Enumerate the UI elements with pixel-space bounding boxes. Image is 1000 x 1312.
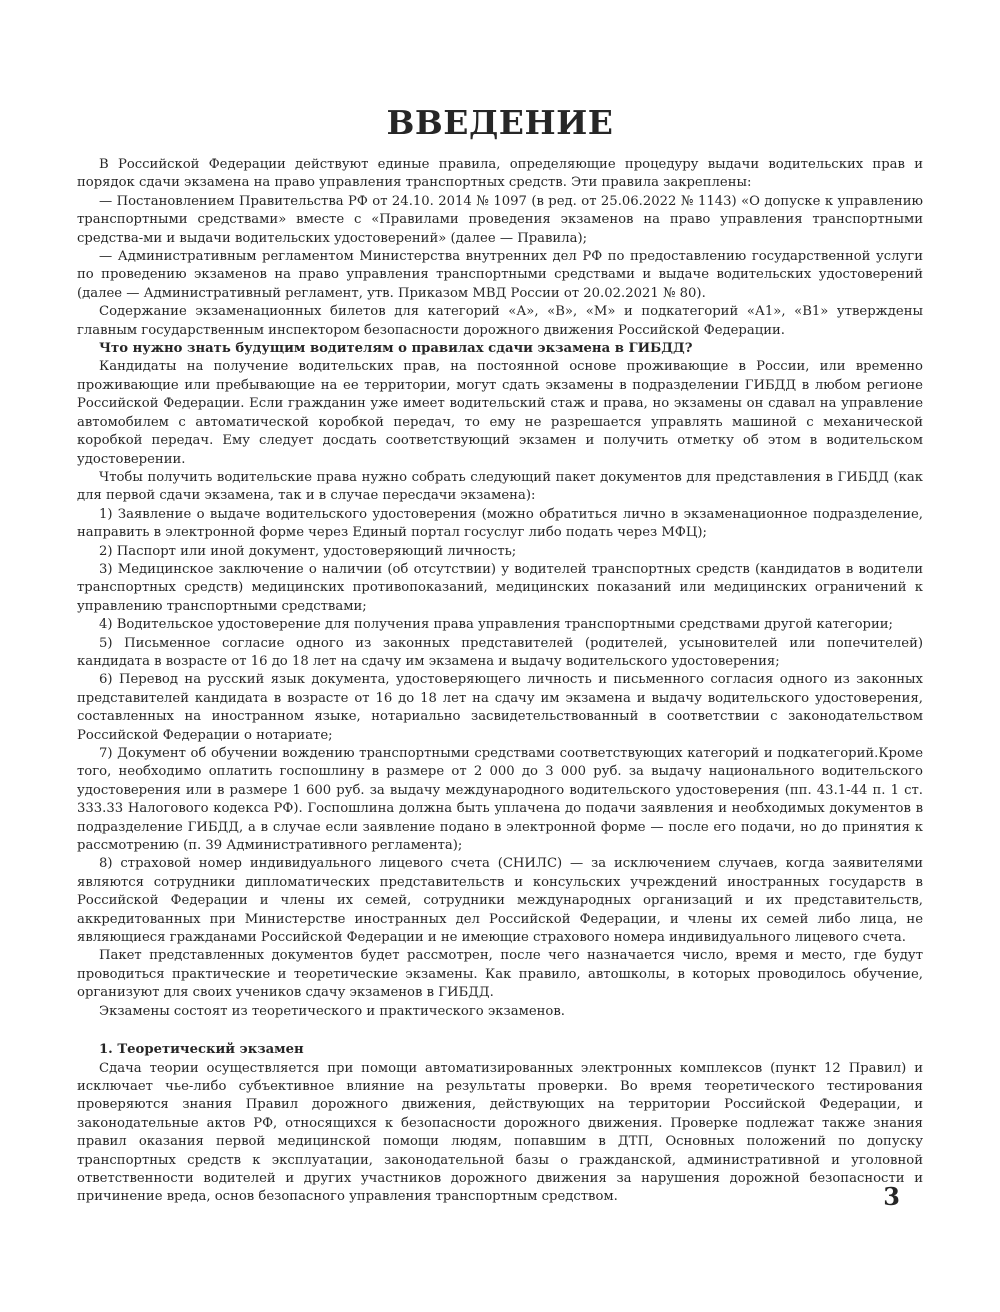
body-text <box>77 156 923 1207</box>
list-item: 1) Заявление о выдаче водительского удостоверения (можно обратиться лично в экзаменационное подразделение, направить в электронной форме через Единый портал госуслуг либо подать через МФЦ); <box>77 506 923 541</box>
list-item: 5) Письменное согласие одного из законных представителей (родителей, усыновителей или попечителей) кандидата в возрасте от 16 до 18 лет на сдачу им экзамена и выдачу водительского удостоверения; <box>77 635 923 669</box>
page-title: ВВЕДЕНИЕ <box>386 103 614 142</box>
paragraph: Кандидаты на получение водительских прав, на постоянной основе проживающие в России, или временно проживающие или пребывающие на ее территории, могут сдать экзамены в подразделении ГИБДД в любом регионе Российской Федерации. Если гражданин уже имеет водительский стаж и права, но экзамены он сдавал на управление автомобилем с автоматической коробкой передач, то ему не разрешается управлять машиной с механической коробкой передач. Ему следует досдать соответствующий экзамен и получить отметку об этом в водительском удостоверении. <box>77 359 923 467</box>
list-item: 3) Медицинское заключение о наличии (об отсутствии) у водителей транспортных средств (кандидатов в водители транспортных средств) медицинских противопоказаний, медицинских показаний или медицинских ограничений к управлению транспортными средствами; <box>77 561 923 614</box>
list-item: 2) Паспорт или иной документ, удостоверяющий личность; <box>99 543 517 559</box>
list-item: 8) страховой номер индивидуального лицевого счета (СНИЛС) — за исключением случаев, когда заявителями являются сотрудники дипломатических представительств и консульских учреждений иностранных государств в Российской Федерации и члены их семей, сотрудники международных организаций и их представительств, аккредитованных при Министерстве иностранных дел Российской Федерации, и члены их семей либо лица, не являющиеся гражданами Российской Федерации и не имеющие страхового номера индивидуального лицевого счета. <box>77 856 923 946</box>
section-heading: 1. Теоретический экзамен <box>99 1042 304 1058</box>
document-page <box>77 0 923 1207</box>
list-item: 6) Перевод на русский язык документа, удостоверяющего личность и письменного согласия одного из законных представителей кандидата в возрасте от 16 до 18 лет на сдачу им экзамена и выдачу водительского удостоверения, составленных на иностранном языке, нотариально засвидетельствованный в соответствии с законодательством Российской Федерации о нотариате; <box>77 672 923 743</box>
paragraph: В Российской Федерации действуют единые правила, определяющие процедуру выдачи водительских прав и порядок сдачи экзамена на право управления транспортных средств. Эти правила закреплены: <box>77 157 923 191</box>
list-item: 7) Документ об обучении вождению транспортными средствами соответствующих категорий и подкатегорий.Кроме того, необходимо оплатить госпошлину в размере от 2 000 до 3 000 руб. за выдачу национального водительского удостоверения или в размере 1 600 руб. за выдачу международного водительского удостоверения (пп. 43.1-44 п. 1 ст. 333.33 Налогового кодекса РФ). Госпошлина должна быть уплачена до подачи заявления и необходимых документов в подразделение ГИБДД, а в случае если заявление подано в электронной форме — после его подачи, но до принятия к рассмотрению (п. 39 Административного регламента); <box>77 746 923 854</box>
paragraph: — Административным регламентом Министерства внутренних дел РФ по предоставлению государственной услуги по проведению экзаменов на право управления транспортными средствами и выдаче водительских удостоверений (далее — Административный регламент, утв. Приказом МВД России от 20.02.2021 № 80). <box>77 249 923 301</box>
page-number: 3 <box>883 1182 900 1211</box>
paragraph: Содержание экзаменационных билетов для категорий «А», «В», «М» и подкатегорий «А1», «В1» утверждены главным государственным инспектором безопасности дорожного движения Российской Федерации. <box>77 304 923 338</box>
list-item: 4) Водительское удостоверение для получения права управления транспортными средствами другой категории; <box>99 617 893 633</box>
subheading: Что нужно знать будущим водителям о правилах сдачи экзамена в ГИБДД? <box>99 341 693 357</box>
paragraph: Пакет представленных документов будет рассмотрен, после чего назначается число, время и место, где будут проводиться практические и теоретические экзамены. Как правило, автошколы, в которых проводилось обучение, организуют для своих учеников сдачу экзаменов в ГИБДД. <box>77 948 923 1001</box>
paragraph: — Постановлением Правительства РФ от 24.10. 2014 № 1097 (в ред. от 25.06.2022 № 1143) «О допуске к управлению транспортными средствами» вместе с «Правилами проведения экзаменов на право управления транспортными средства-ми и выдачи водительских удостоверений» (далее — Правила); <box>77 193 923 246</box>
paragraph: Экзамены состоят из теоретического и практического экзаменов. <box>99 1003 565 1019</box>
paragraph: Сдача теории осуществляется при помощи автоматизированных электронных комплексов (пункт 12 Правил) и исключает чье-либо субъективное влияние на результаты проверки. Во время теоретического тестирования проверяются знания Правил дорожного движения, действующих на территории Российской Федерации, и законодательные актов РФ, относящихся к безопасности дорожного движения. Проверке подлежат также знания правил оказания первой медицинской помощи людям, попавшим в ДТП, Основных положений по допуску транспортных средств к эксплуатации, законодательной базы о гражданской, административной и уголовной ответственности водителей и других участников дорожного движения за нарушения дорожной безопасности и причинение вреда, основ безопасного управления транспортным средством. <box>77 1060 923 1205</box>
paragraph: Чтобы получить водительские права нужно собрать следующий пакет документов для представления в ГИБДД (как для первой сдачи экзамена, так и в случае пересдачи экзамена): <box>77 469 923 504</box>
